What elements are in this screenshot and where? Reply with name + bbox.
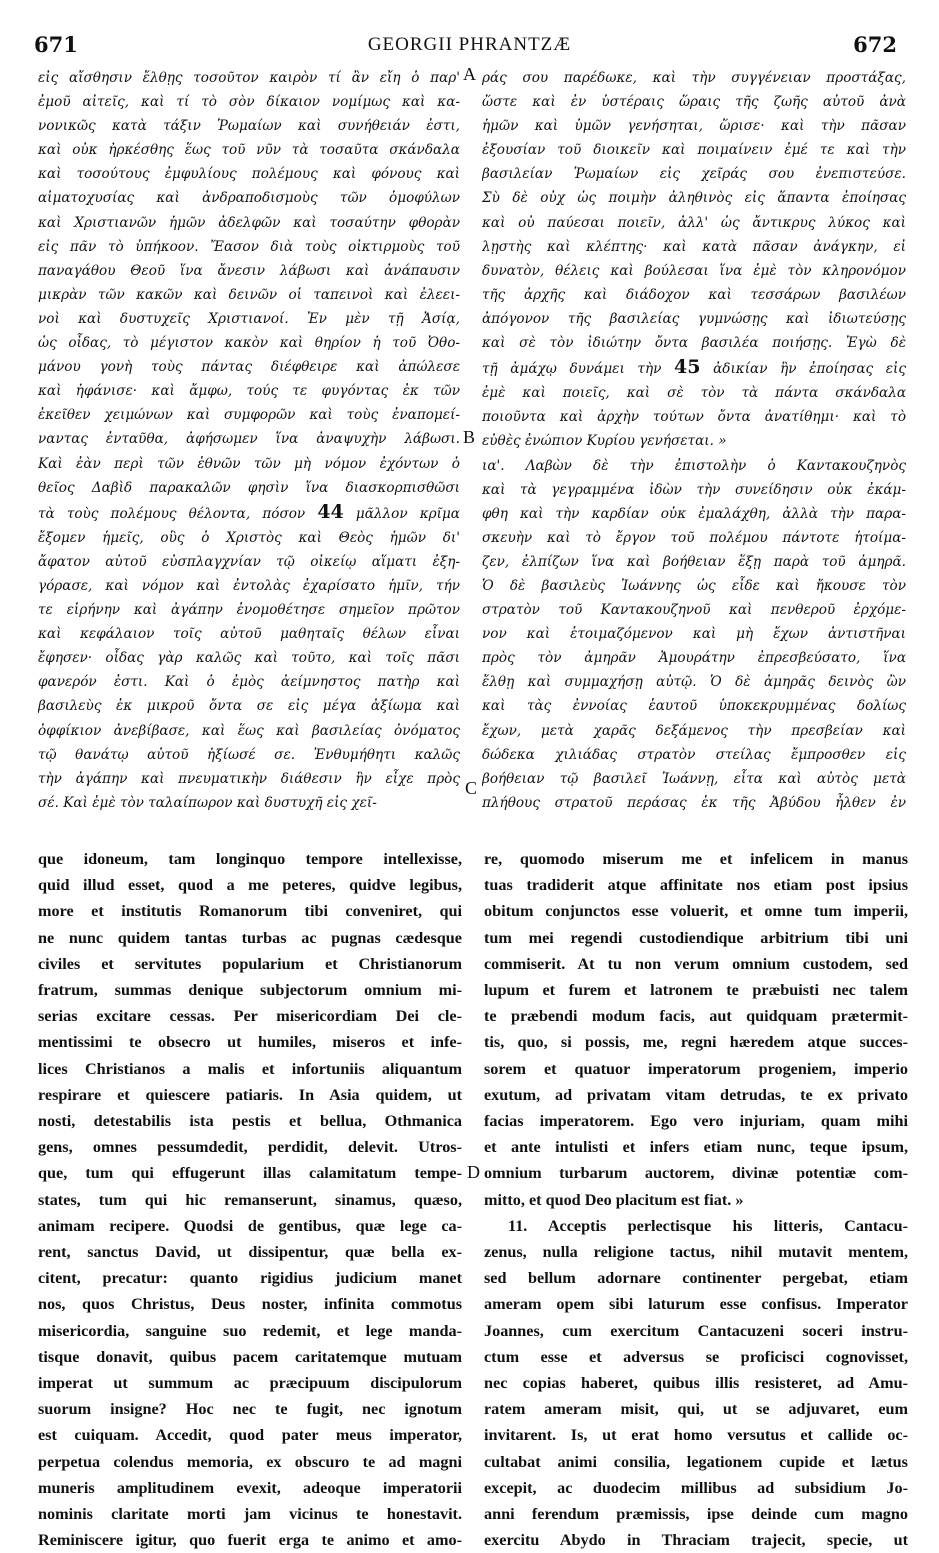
greek-column-left	[38, 66, 460, 815]
greek-column-right	[482, 66, 906, 815]
text-line: respirare et quiescere patiaris. In Asia quidem, ut	[38, 1085, 462, 1104]
text-line: nec copias haberet, quibus illis resisteret, ad Amu-	[484, 1374, 908, 1393]
text-line: ὥστε καὶ ἐν ὑστέραις ὥραις τῆς ζωῆς αὐτοῦ ἀνὰ	[482, 94, 906, 111]
text-line: est cuiquam. Accedit, quod pater meus imperator,	[38, 1426, 462, 1445]
text-line: καὶ ἠφάνισε· καὶ ἄμφω, τούς τε φυγόντας ἐκ τῶν	[38, 383, 460, 400]
latin-column-right	[484, 846, 908, 1553]
text-line: excepit, ac duodecim millibus ad subsidium Jo-	[484, 1478, 908, 1497]
text-line: tisque donavit, quibus pacem caritatemque mutuam	[38, 1347, 462, 1366]
text-line: εἰς πᾶν τὸ ὑπήκοον. Ἔασον διὰ τοὺς οἰκτιρμοὺς τοῦ	[38, 238, 460, 255]
text-line: ποιοῦντα καὶ ἀρχὴν τούτων ὄντα ἀνατίθημι· καὶ τὸ	[482, 409, 906, 426]
text-line: citent, precatur: quanto rigidius judicium manet	[38, 1269, 462, 1288]
text-line: Καὶ ἐὰν περὶ τῶν ἐθνῶν τῶν μὴ νόμον ἐχόντων ὁ	[38, 455, 460, 472]
text-line-with-column-number	[482, 355, 906, 381]
text-line: ὡς οἶδας, τὸ μέγιστον κακὸν καὶ θηρίον ἡ τοῦ Ὀθο-	[38, 335, 460, 352]
left-page-number: 671	[34, 32, 78, 57]
margin-letter-a: A	[463, 64, 476, 84]
text-line: et ante intulisti et infers etiam nunc, teque ipsum,	[484, 1138, 908, 1157]
text-line: animam recipere. Quodsi de gentibus, quæ lege ca-	[38, 1216, 462, 1235]
text-line: νον καὶ ἑτοιμαζόμενον καὶ μὴ ἔχων ἀντιστῆναι	[482, 626, 906, 643]
text-line: perpetua colendus memoria, ex obscuro te ad magni	[38, 1452, 462, 1471]
text-line: ἔφησεν· οἶδας γὰρ καλῶς καὶ τοῦτο, καὶ τοῖς πᾶσι	[38, 650, 460, 667]
greek-column-number: 45	[674, 356, 701, 379]
text-line: ἐμὲ καὶ ποιεῖς, καὶ σὲ τὸν τὰ πάντα σκάνδαλα	[482, 385, 906, 402]
text-line: invitarent. Is, ut erat homo versutus et callide oc-	[484, 1426, 908, 1445]
text-line: exercitu Abydo in Thraciam trajecit, specie, ut	[484, 1531, 908, 1550]
text-line: εὐθὲς ἐνώπιον Κυρίου γενήσεται. »	[482, 433, 727, 450]
text-line: ratem ameram misit, qui, ut se adjuvaret, eum	[484, 1400, 908, 1419]
text-line: sed bellum adornare continenter pergebat, etiam	[484, 1269, 908, 1288]
text-line: καὶ κεφάλαιον τοῖς αὐτοῦ μαθηταῖς θέλων εἶναι	[38, 626, 460, 643]
text-line: θεῖος Δαβὶδ παρακαλῶν φησὶν ἵνα διασκορπισθῶσι	[38, 479, 460, 496]
text-line: mitto, et quod Deo placitum est fiat. »	[484, 1190, 744, 1209]
text-line: ια'. Λαβὼν δὲ τὴν ἐπιστολὴν ὁ Καντακουζηνὸς	[482, 457, 906, 474]
text-line: 11. Acceptis perlectisque his litteris, Cantacu-	[508, 1216, 908, 1235]
text-line: τῆς ἀρχῆς καὶ διάδοχον καὶ τεσσάρων βασιλέων	[482, 286, 906, 303]
text-line: tuas tradiderit atque affinitate nos etiam post ipsius	[484, 876, 908, 895]
text-line: mentissimi te obsecro ut humiles, miseros et infe-	[38, 1033, 462, 1052]
text-line: καὶ οὐ παύεσαι ποιεῖν, ἀλλ' ὡς ἄντικρυς λύκος καὶ	[482, 214, 906, 231]
text-line: ναντας ἐνταῦθα, ἀφήσωμεν ἵνα ἀναψυχὴν λάβωσι.	[38, 431, 460, 448]
text-line: suorum insigne? Hoc nec te fugit, nec ignotum	[38, 1400, 462, 1419]
text-line: ἔξομεν ἡμεῖς, οὓς ὁ Χριστὸς καὶ Θεὸς ἡμῶν δι'	[38, 529, 460, 546]
text-line: gens, omnes pessumdedit, perdidit, delevit. Utros-	[38, 1138, 462, 1157]
text-line: imperat ut summum ac præcipuum discipulorum	[38, 1374, 462, 1393]
text-line: sorem et quatuor imperatorum progeniem, imperio	[484, 1059, 908, 1078]
text-line: παναγάθου Θεοῦ ἵνα ἄνεσιν λάβωσι καὶ ἀνάπαυσιν	[38, 262, 460, 279]
right-page-number: 672	[853, 32, 897, 57]
text-line: Σὺ δὲ οὐχ ὡς ποιμὴν ἀληθινὸς εἰς ἅπαντα ἐποίησας	[482, 190, 906, 207]
text-line: βασιλείαν Ῥωμαίων εἰς χεῖράς σου ἐνεπιστεύσε.	[482, 166, 906, 183]
text-line: misericordia, sanguine suo redemit, et lege manda-	[38, 1321, 462, 1340]
text-line: ameram opem sibi laturum esse confisus. Imperator	[484, 1295, 908, 1314]
text-line: nosti, detestabilis ista pestis et bellua, Othmanica	[38, 1112, 462, 1131]
text-line: νοὶ καὶ δυστυχεῖς Χριστιανοί. Ἐν μὲν τῇ Ἀσίᾳ,	[38, 310, 460, 327]
text-fragment: τῇ ἀμάχῳ δυνάμει τὴν	[482, 361, 662, 378]
text-line: nominis claritate morti jam vicinus te honestavit.	[38, 1505, 462, 1524]
text-line: τε εἰρήνην καὶ ἀγάπην ἐνομοθέτησε σημεῖον πρῶτον	[38, 602, 460, 619]
text-line: πρὸς τὸν ἀμηρᾶν Ἀμουράτην ἐπρεσβεύσατο, ἵνα	[482, 650, 906, 667]
margin-letter-b: B	[463, 427, 476, 447]
text-line: more et institutis Romanorum tibi conveniret, qui	[38, 902, 462, 921]
text-line: facias imperatorem. Ego vero injuriam, quam mihi	[484, 1112, 908, 1131]
text-line: αἱματοχυσίας καὶ ἀνδραποδισμοὺς τῶν ὁμοφύλων	[38, 190, 460, 207]
text-line: states, tum qui hic remanserunt, sinamus, quæso,	[38, 1190, 462, 1209]
page-header	[0, 22, 939, 62]
text-line: καὶ τοσούτους ἐμφυλίους πολέμους καὶ φόνους καὶ	[38, 166, 460, 183]
text-line: τῷ θανάτῳ αὐτοῦ ἠξίωσέ σε. Ἐνθυμήθητι καλῶς	[38, 746, 460, 763]
text-line: quid illud esset, quod a me peteres, quidve legibus,	[38, 876, 462, 895]
text-line: φθη καὶ τὴν καρδίαν οὐκ ἐμαλάχθη, ἀλλὰ τὴν παρα-	[482, 505, 906, 522]
text-line: re, quomodo miserum me et infelicem in manus	[484, 850, 908, 868]
text-line: ἄφατον αὐτοῦ εὐσπλαγχνίαν τῷ οἰκείῳ αἵματι ἐξη-	[38, 553, 460, 570]
text-line: cultabat animi consilia, legationem cupide et lætus	[484, 1452, 908, 1471]
text-line: muneris amplitudinem evexit, adeoque imperatorii	[38, 1478, 462, 1497]
text-line: anni ferendum præmissis, ipse deinde cum magno	[484, 1505, 908, 1524]
text-line: exutum, ad privatam vitam detrudas, te ex privato	[484, 1085, 908, 1104]
text-line: καὶ οὐκ ἠρκέσθης ἕως τοῦ νῦν τὰ τοσαῦτα σκάνδαλα	[38, 142, 460, 159]
text-line: βοήθειαν τῷ βασιλεῖ Ἰωάννῃ, εἶτα καὶ αὐτὸς μετὰ	[482, 770, 906, 787]
text-line: Reminiscere igitur, quo fuerit erga te animo et amo-	[38, 1531, 462, 1550]
text-line: πλήθους στρατοῦ περάσας ἐκ τῆς Ἀβύδου ἦλθεν ἐν	[482, 794, 906, 811]
greek-column-number: 44	[317, 500, 344, 523]
margin-letter-c: C	[465, 778, 478, 798]
text-line: δώδεκα χιλιάδας στρατὸν στείλας ἔμπροσθεν εἰς	[482, 746, 906, 763]
text-line: ἔλθῃ καὶ συμμαχήσῃ αὐτῷ. Ὁ δὲ ἀμηρᾶς δεινὸς ὢν	[482, 674, 906, 691]
text-line: τὴν ἀγάπην καὶ πνευματικὴν διάθεσιν ἣν εἶχε πρὸς	[38, 770, 460, 787]
text-line: λῃστὴς καὶ κλέπτης· καὶ κατὰ πᾶσαν ἀνάγκην, εἰ	[482, 238, 906, 255]
text-line: tis, quo, si possis, me, regni hæredem atque succes-	[484, 1033, 908, 1052]
text-fragment: τὰ τοὺς πολέμους θέλοντα, πόσον	[38, 505, 306, 522]
running-title: GEORGII PHRANTZÆ	[367, 34, 572, 55]
text-line: μικρὰν τῶν κακῶν καὶ δεινῶν οἱ ταπεινοὶ καὶ ἐλεει-	[38, 286, 460, 303]
text-line: omnium turbarum auctorem, divinæ potentiæ com-	[484, 1164, 908, 1183]
text-line: que idoneum, tam longinquo tempore intellexisse,	[38, 850, 462, 868]
text-line: commiserit. At tu non verum omnium custodem, sed	[484, 954, 908, 973]
text-line: civiles et servitutes popularium et Christianorum	[38, 954, 462, 973]
text-line: δυνατὸν, θέλεις καὶ βούλεσαι ἵνα ἐμὲ τὸν κληρονόμον	[482, 262, 906, 279]
margin-letter-d: D	[467, 1162, 480, 1182]
text-line: νονικῶς κατὰ τάξιν Ῥωμαίων καὶ συνήθειάν ἐστι,	[38, 118, 460, 135]
text-line: ctum esse et adversus se proficisci cognovisset,	[484, 1347, 908, 1366]
text-line: fratrum, summas denique subjectorum omnium mi-	[38, 981, 462, 1000]
text-line: καὶ τὰς ἐννοίας ἑαυτοῦ ὑποκεκρυμμένας δολίως	[482, 698, 906, 715]
text-line: καὶ σὲ τὸν ἰδιώτην ὄντα βασιλέα ποιήσῃς. Ἐγὼ δὲ	[482, 335, 906, 352]
text-line: ἔχων, μετὰ χαρᾶς δεξάμενος τὴν πρεσβείαν καὶ	[482, 722, 906, 739]
text-line: καὶ Χριστιανῶν ἡμῶν ἀδελφῶν καὶ τοσαύτην φθορὰν	[38, 214, 460, 231]
text-line: te præbendi modum facis, aut quidquam prætermit-	[484, 1007, 908, 1026]
text-line: Joannes, cum exercitum Cantacuzeni soceri instru-	[484, 1321, 908, 1340]
text-line: ἀπόγονον τῆς βασιλείας γυμνώσῃς καὶ ἰδιωτεύσῃς	[482, 310, 906, 327]
text-line: rent, sanctus David, ut dissipentur, quæ bella ex-	[38, 1243, 462, 1262]
text-line: ράς σου παρέδωκε, καὶ τὴν συγγένειαν προστάξας,	[482, 70, 906, 86]
text-line: στρατὸν τοῦ Καντακουζηνοῦ καὶ πενθεροῦ ἐρχόμε-	[482, 602, 906, 619]
text-line-with-column-number	[38, 500, 460, 526]
text-line: lupum et furem et latronem te præbuisti nec talem	[484, 981, 908, 1000]
text-line: serias excitare cessas. Per misericordiam Dei cle-	[38, 1007, 462, 1026]
text-line: γόρασε, καὶ νόμον καὶ ἐντολὰς ἐχαρίσατο ἡμῖν, τήν	[38, 577, 460, 594]
text-line: καὶ τὰ γεγραμμένα ἰδὼν τὴν συνείδησιν οὐκ ἐκάμ-	[482, 481, 906, 498]
text-line: ζεν, ἐλπίζων ἵνα καὶ βοήθειαν ἕξῃ παρὰ τοῦ ἀμηρᾶ.	[482, 553, 906, 570]
text-line: ὀφφίκιον ἀνεβίβασε, καὶ ἕως καὶ βασιλείας ὀνόματος	[38, 722, 460, 739]
text-fragment: ἀδικίαν ἣν ἐποίησας εἰς	[713, 361, 906, 378]
text-line: φανερόν ἐστι. Καὶ ὁ ἐμὸς ἀείμνηστος πατὴρ καὶ	[38, 674, 460, 691]
text-line: Ὁ δὲ βασιλεὺς Ἰωάννης ὡς εἶδε καὶ ἤκουσε τὸν	[482, 577, 906, 594]
text-line: ἐμοῦ αἰτεῖς, καὶ τί τὸ σὸν δίκαιον νομίμως καὶ κα-	[38, 94, 460, 111]
text-line: ne nunc quidem tantas turbas ac pugnas cædesque	[38, 928, 462, 947]
text-line: βασιλεὺς ἐκ μικροῦ ὄντα σε εἰς μέγα ἀξίωμα καὶ	[38, 698, 460, 715]
latin-column-left	[38, 846, 462, 1553]
text-line: nos, quos Christus, Deus noster, infinita commotus	[38, 1295, 462, 1314]
text-line: εἰς αἴσθησιν ἔλθῃς τοσοῦτον καιρὸν τί ἂν εἴη ὁ παρ'	[38, 70, 460, 86]
text-line: μάνου γονὴ τοὺς πάντας διέφθειρε καὶ ἀπώλεσε	[38, 359, 460, 376]
text-line: ἐκεῖθεν χειμώνων καὶ συμφορῶν καὶ τοὺς ἐναπομεί-	[38, 407, 460, 424]
text-line: ἐξουσίαν τοῦ διοικεῖν καὶ ποιμαίνειν ἐμέ τε καὶ τὴν	[482, 142, 906, 159]
text-line: ἡμῶν καὶ ὑμῶν γενήσηται, ὥρισε· καὶ τὴν πᾶσαν	[482, 118, 906, 135]
text-line: obitum conjunctos esse voluerit, et omne tum imperii,	[484, 902, 908, 921]
text-line: lices Christianos a malis et infortuniis aliquantum	[38, 1059, 462, 1078]
text-line: que, tum qui effugerunt illas calamitatum tempe-	[38, 1164, 462, 1183]
text-line: σέ. Καὶ ἐμὲ τὸν ταλαίπωρον καὶ δυστυχῆ εἰς χεῖ-	[38, 794, 377, 811]
text-line: σκευὴν καὶ τὸ ἔργον τοῦ πολέμου πάντοτε ἡτοίμα-	[482, 529, 906, 546]
text-line: tum mei regendi custodiendique arbitrium tibi uni	[484, 928, 908, 947]
text-line: zenus, nulla religione tactus, nihil mutavit mentem,	[484, 1243, 908, 1262]
text-fragment: μᾶλλον κρῖμα	[355, 505, 460, 522]
